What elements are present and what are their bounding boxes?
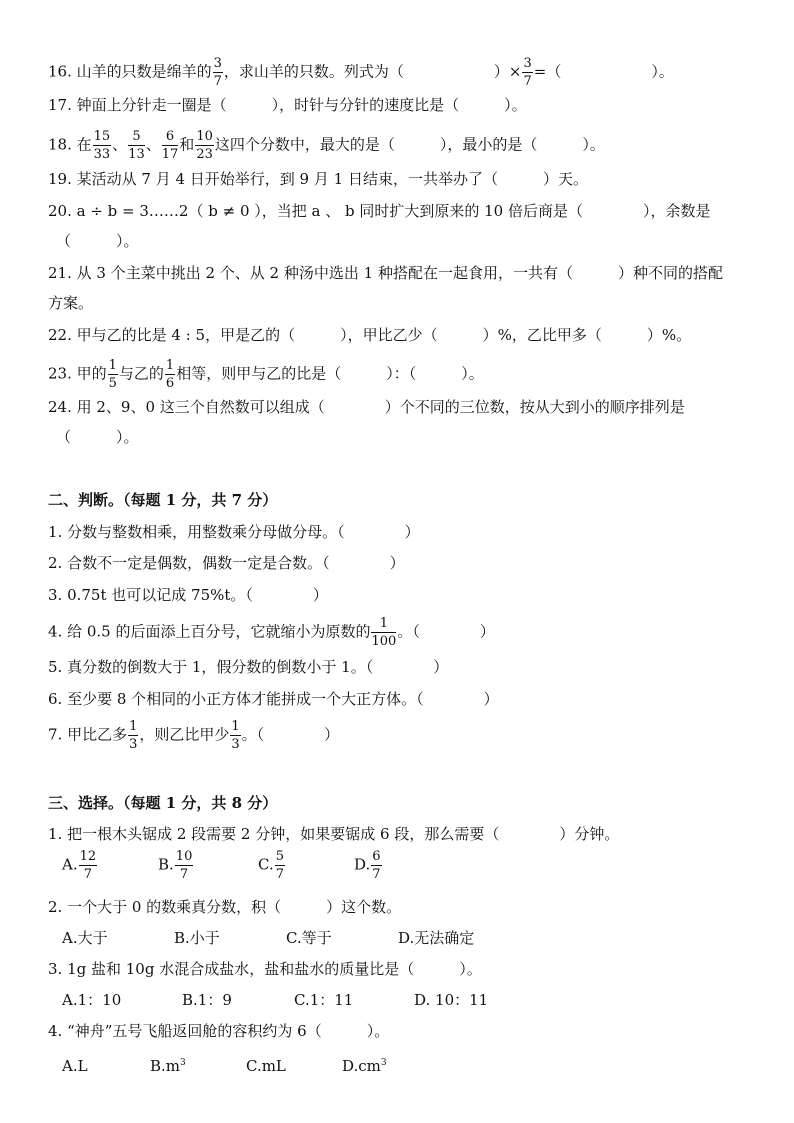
option-label: B. <box>158 855 174 874</box>
denominator: 23 <box>196 147 213 162</box>
denominator: 17 <box>161 147 179 162</box>
choice-q2-option-b[interactable]: B.小于 <box>174 929 220 947</box>
denominator: 5 <box>108 376 117 391</box>
choice-q4-option-c[interactable] <box>246 1053 286 1076</box>
q23-text-c: 相等，则甲与乙的比是（ ）：（ ）。 <box>176 364 484 383</box>
numerator: 1 <box>371 617 396 633</box>
section-title-choice: 三、选择。（每题 1 分，共 8 分） <box>48 794 278 812</box>
numerator: 5 <box>128 130 145 146</box>
numerator: 1 <box>108 358 117 373</box>
choice-q1-option-c[interactable] <box>258 850 286 881</box>
denominator: 7 <box>523 74 532 89</box>
choice-q4-option-d[interactable] <box>342 1053 387 1076</box>
choice-q1-option-b[interactable] <box>158 850 194 881</box>
q18-text-b: 这四个分数中，最大的是（ ），最小的是（ ）。 <box>214 135 605 154</box>
question-19: 19. 某活动从 7 月 4 日开始举行，到 9 月 1 日结束，一共举办了（ ）天。 <box>48 170 588 188</box>
numerator: 5 <box>275 849 284 864</box>
denominator: 6 <box>165 376 175 391</box>
option-fraction <box>371 850 381 881</box>
choice-q3-option-d[interactable]: D. 10：11 <box>414 991 489 1009</box>
question-18 <box>48 130 605 161</box>
denominator: 7 <box>179 867 189 882</box>
question-16 <box>48 57 674 88</box>
question-20-line2: （ ）。 <box>56 232 139 250</box>
choice-question-3: 3. 1g 盐和 10g 水混合成盐水，盐和盐水的质量比是（ ）。 <box>48 960 482 978</box>
option-text: C.mL <box>246 1057 286 1075</box>
numerator: 1 <box>129 719 138 734</box>
option-fraction <box>79 850 98 881</box>
fraction-1-3 <box>230 720 240 751</box>
fraction-1-6 <box>165 359 175 390</box>
numerator: 1 <box>231 719 240 734</box>
q18-text-a: 18. 在 <box>48 135 92 154</box>
question-17: 17. 钟面上分针走一圈是（ ），时针与分针的速度比是（ ）。 <box>48 96 527 114</box>
denominator: 7 <box>372 867 381 882</box>
fraction-6-17 <box>162 130 179 161</box>
choice-q2-option-d[interactable]: D.无法确定 <box>398 929 475 947</box>
choice-q4-option-a[interactable] <box>62 1053 88 1076</box>
denominator: 33 <box>93 147 111 162</box>
separator: 和 <box>179 135 195 154</box>
denominator: 13 <box>128 147 145 162</box>
option-text: D.cm <box>342 1057 381 1075</box>
jq4-text-b: 。（ ） <box>397 622 495 641</box>
choice-q4-option-b[interactable] <box>150 1053 186 1076</box>
judge-question-5: 5. 真分数的倒数大于 1，假分数的倒数小于 1。（ ） <box>48 658 449 676</box>
fraction-15-33 <box>93 130 112 161</box>
numerator: 15 <box>93 129 111 144</box>
numerator: 12 <box>79 849 97 864</box>
fraction-10-23 <box>195 130 214 161</box>
numerator: 10 <box>175 849 193 864</box>
option-fraction <box>175 850 194 881</box>
jq7-text-c: 。（ ） <box>241 725 340 744</box>
q23-text-a: 23. 甲的 <box>48 364 107 383</box>
option-text: B.m <box>150 1057 181 1075</box>
question-24-line2: （ ）。 <box>56 428 139 446</box>
fraction-3-7 <box>522 57 532 88</box>
fraction-1-100 <box>371 617 396 648</box>
choice-q3-option-a[interactable]: A.1：10 <box>62 991 122 1009</box>
denominator: 3 <box>231 737 240 752</box>
question-24-line1: 24. 用 2、9、0 这三个自然数可以组成（ ）个不同的三位数，按从大到小的顺序排列是 <box>48 398 685 416</box>
denominator: 7 <box>275 867 284 882</box>
question-21-line2: 方案。 <box>48 294 94 312</box>
jq4-text-a: 4. 给 0.5 的后面添上百分号，它就缩小为原数的 <box>48 622 371 641</box>
option-exponent: 3 <box>380 1058 387 1068</box>
denominator: 100 <box>371 634 397 649</box>
judge-question-3: 3. 0.75t 也可以记成 75%t。（ ） <box>48 586 328 604</box>
numerator: 3 <box>523 56 532 71</box>
q16-text-b: ，求山羊的只数。列式为（ ）× <box>223 62 522 81</box>
option-label: A. <box>62 855 78 874</box>
judge-question-1: 1. 分数与整数相乘，用整数乘分母做分母。（ ） <box>48 523 420 541</box>
option-fraction <box>275 850 285 881</box>
jq7-text-b: ，则乙比甲少 <box>139 725 230 744</box>
q16-text-c: =（ ）。 <box>533 62 674 81</box>
choice-q1-option-a[interactable] <box>62 850 98 881</box>
choice-q2-option-a[interactable]: A.大于 <box>62 929 108 947</box>
judge-question-6: 6. 至少要 8 个相同的小正方体才能拼成一个大正方体。（ ） <box>48 690 499 708</box>
jq7-text-a: 7. 甲比乙多 <box>48 725 128 744</box>
choice-question-2: 2. 一个大于 0 的数乘真分数，积（ ）这个数。 <box>48 898 402 916</box>
choice-q3-option-b[interactable]: B.1：9 <box>182 991 232 1009</box>
q16-text-a: 16. 山羊的只数是绵羊的 <box>48 62 212 81</box>
numerator: 1 <box>165 358 175 373</box>
judge-question-7 <box>48 720 339 751</box>
option-label: C. <box>258 855 274 874</box>
option-label: D. <box>354 855 371 874</box>
choice-q1-option-d[interactable] <box>354 850 383 881</box>
choice-q2-option-c[interactable]: C.等于 <box>286 929 332 947</box>
numerator: 6 <box>162 130 179 146</box>
separator: 、 <box>112 135 128 154</box>
fraction-5-13 <box>128 130 145 161</box>
choice-q3-option-c[interactable]: C.1：11 <box>294 991 354 1009</box>
question-23 <box>48 359 484 390</box>
fraction-1-3 <box>128 720 138 751</box>
judge-question-2: 2. 合数不一定是偶数，偶数一定是合数。（ ） <box>48 554 405 572</box>
separator: 、 <box>145 135 161 154</box>
numerator: 6 <box>372 849 381 864</box>
choice-question-1: 1. 把一根木头锯成 2 段需要 2 分钟，如果要锯成 6 段，那么需要（ ）分钟。 <box>48 825 620 843</box>
denominator: 7 <box>213 74 222 89</box>
numerator: 10 <box>196 129 213 144</box>
denominator: 7 <box>83 867 93 882</box>
question-22: 22. 甲与乙的比是 4 : 5，甲是乙的（ ），甲比乙少（ ）%，乙比甲多（ ）%。 <box>48 326 692 344</box>
option-exponent: 3 <box>180 1058 186 1068</box>
choice-question-4: 4. “神舟”五号飞船返回舱的容积约为 6（ ）。 <box>48 1022 390 1040</box>
section-title-judge: 二、判断。（每题 1 分，共 7 分） <box>48 491 278 509</box>
fraction-3-7 <box>213 57 223 88</box>
fraction-1-5 <box>108 359 118 390</box>
q23-text-b: 与乙的 <box>118 364 164 383</box>
denominator: 3 <box>129 737 138 752</box>
numerator: 3 <box>213 56 222 71</box>
judge-question-4 <box>48 617 495 648</box>
question-20-line1: 20. a ÷ b = 3……2（ b ≠ 0 ），当把 a 、 b 同时扩大到原来的 10 倍后商是（ ），余数是 <box>48 202 711 220</box>
question-21-line1: 21. 从 3 个主菜中挑出 2 个、从 2 种汤中选出 1 种搭配在一起食用，一共有（ ）种不同的搭配 <box>48 264 723 282</box>
option-text: A.L <box>62 1057 88 1075</box>
